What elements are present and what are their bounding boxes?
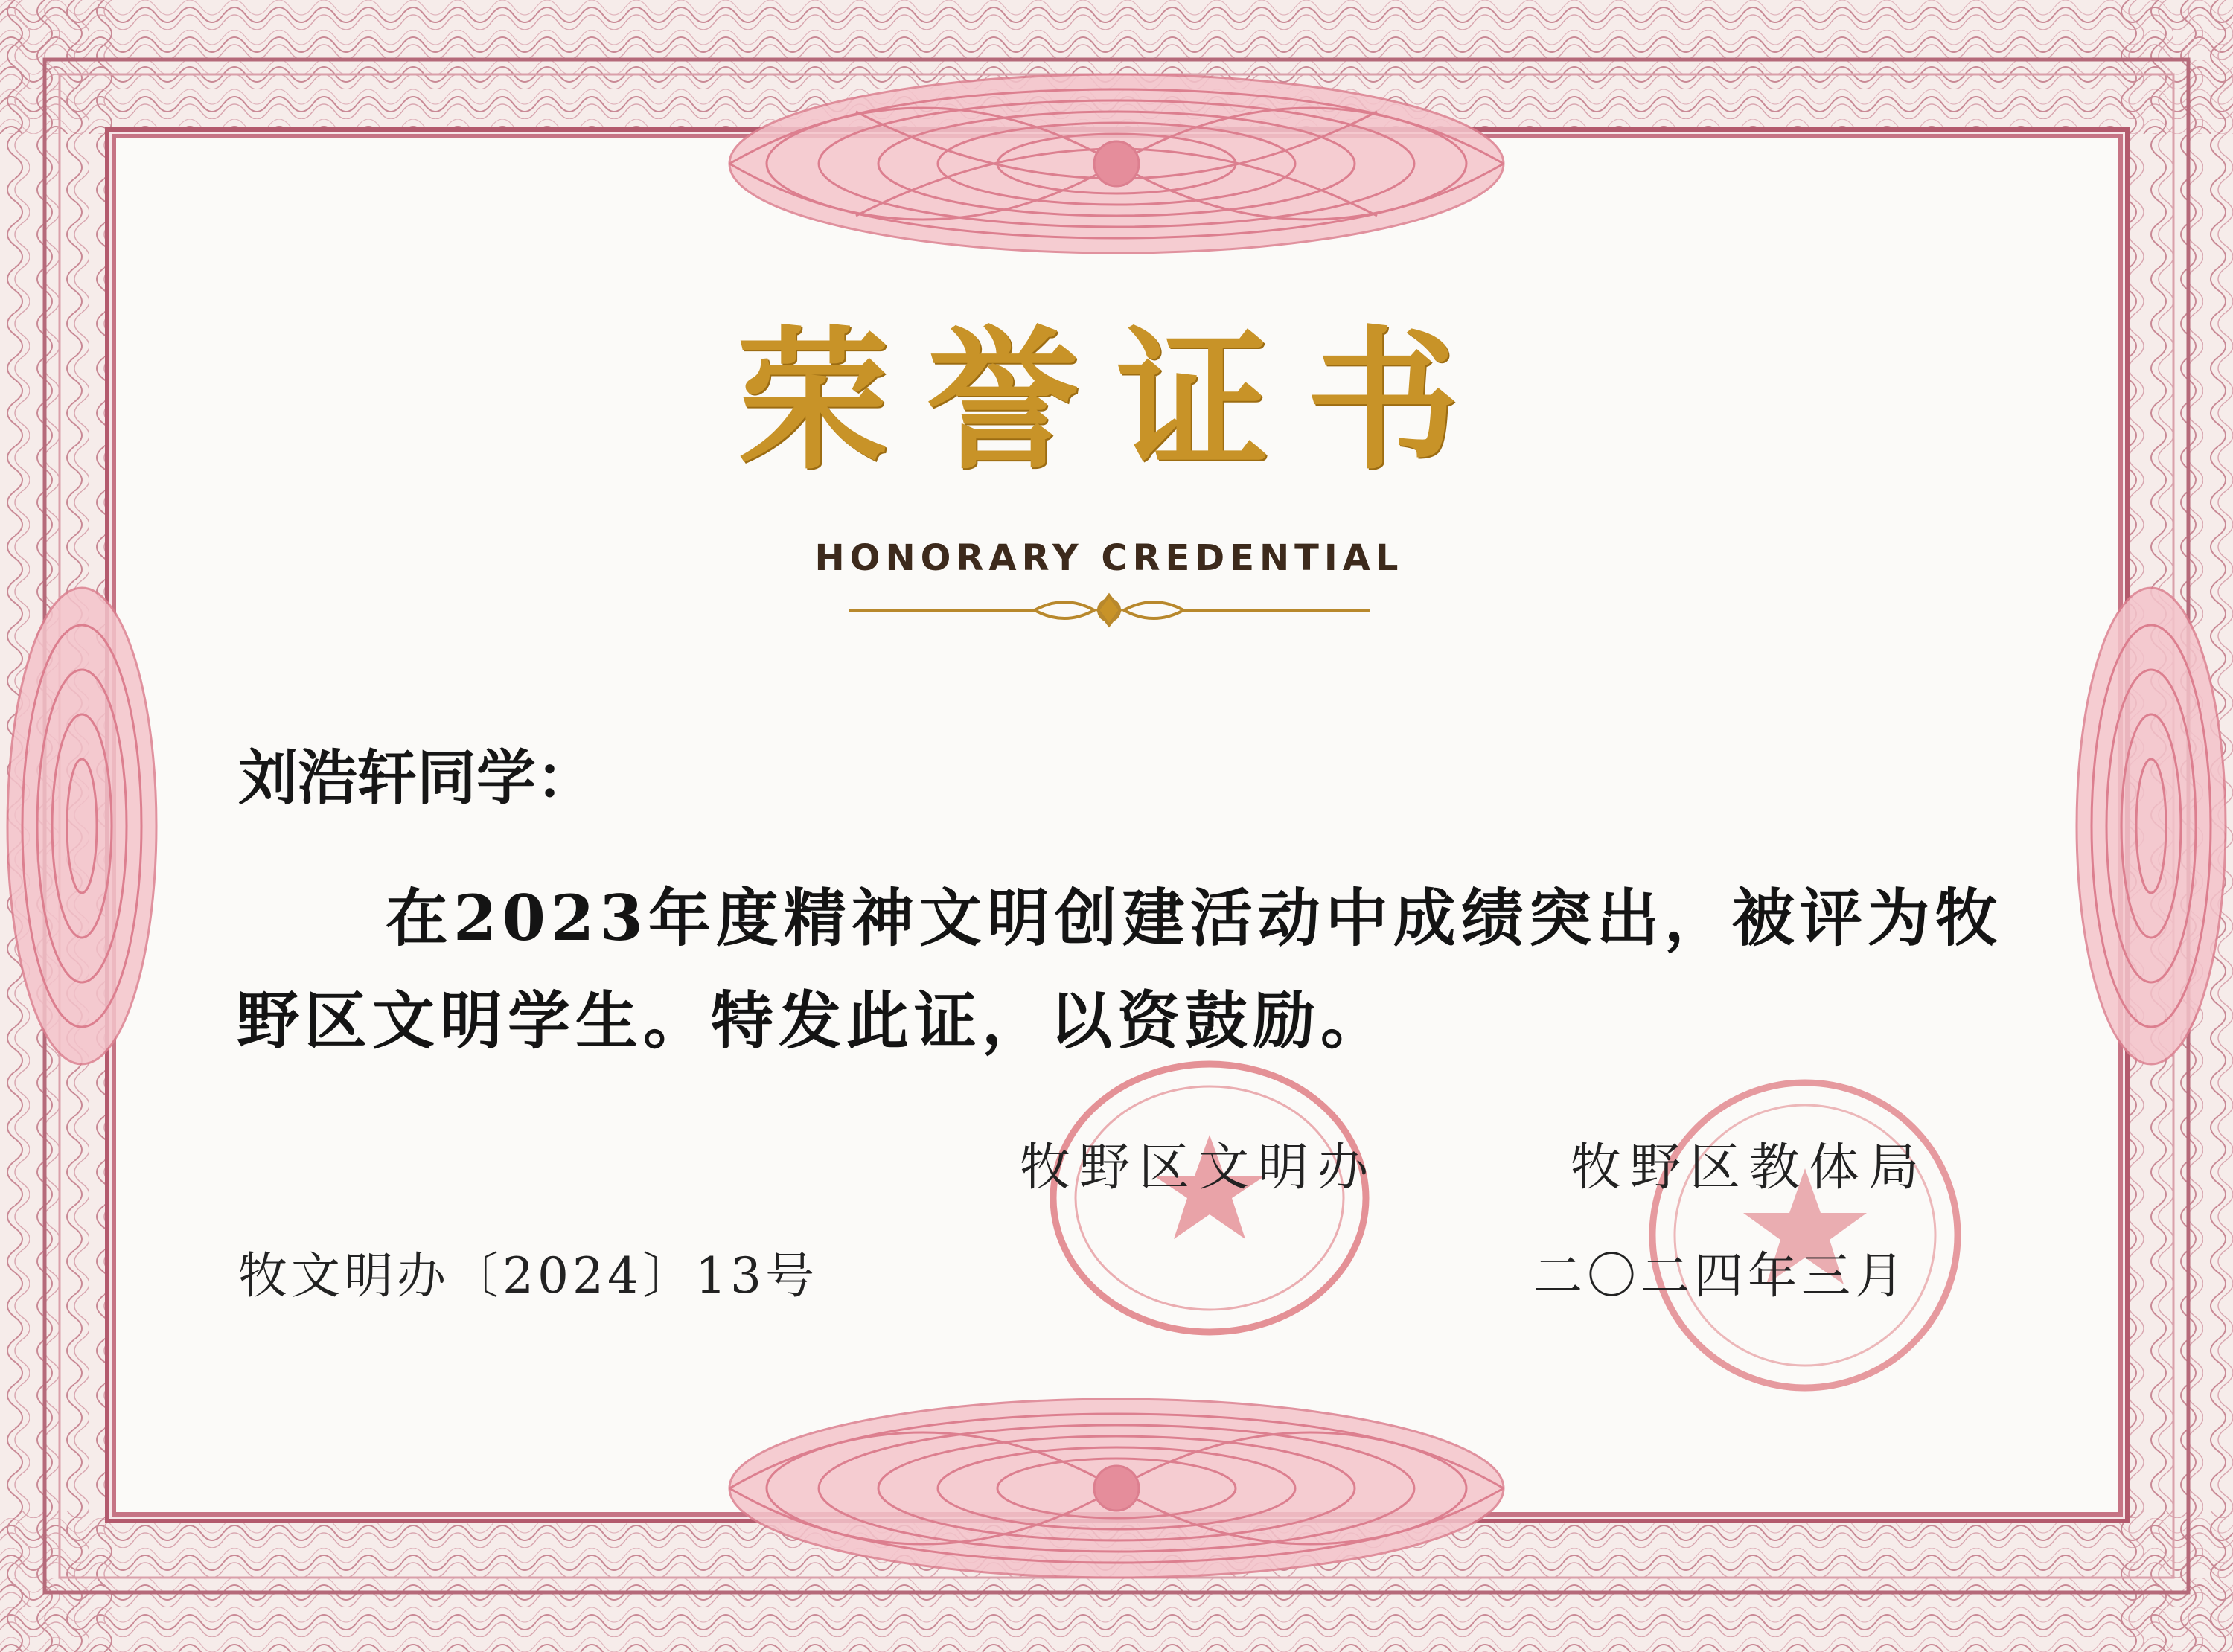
issuer-wenmingban: 牧野区文明办 [1020,1139,1378,1197]
right-rosette-ornament [2039,566,2233,1086]
document-number: 牧文明办〔2024〕13号 [238,1247,818,1304]
bottom-rosette-ornament [670,1362,1563,1615]
issue-date: 二〇二四年三月 [1533,1247,1908,1304]
recipient-name: 刘浩轩同学： [238,743,595,813]
jiaotiju-seal [1630,1072,1980,1399]
left-rosette-ornament [0,566,194,1086]
top-rosette-ornament [670,22,1563,290]
citation-text: 在2023年度精神文明创建活动中成绩突出，被评为牧野区文明学生。特发此证，以资鼓励。 [237,881,2003,1057]
certificate-title: 荣誉证书 [737,313,1496,490]
certificate-subtitle: HONORARY CREDENTIAL [814,537,1404,579]
title-divider-ornament [849,588,1370,633]
issuer-jiaotiju: 牧野区教体局 [1571,1139,1929,1197]
